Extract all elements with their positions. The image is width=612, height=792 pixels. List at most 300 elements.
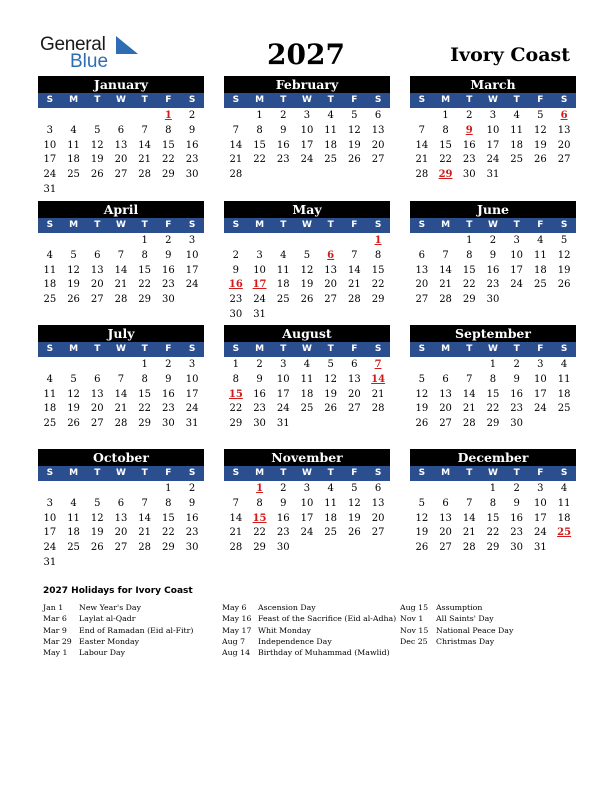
day-cell: 20: [557, 139, 571, 151]
weekday-label: M: [69, 468, 79, 478]
day-cell: 17: [185, 264, 199, 276]
day-cell: 29: [162, 542, 175, 554]
day-cell: 6: [117, 124, 125, 136]
holiday-date: May 1: [43, 648, 68, 658]
day-cell: 16: [276, 139, 290, 151]
empty-cell: [62, 482, 86, 497]
day-cell: 1: [232, 359, 240, 370]
day-cell: 20: [371, 139, 385, 151]
weekday-label: S: [188, 220, 196, 230]
holiday-name: All Saints' Day: [436, 614, 494, 624]
day-cell: 14: [229, 139, 243, 151]
holidays-title: 2027 Holidays for Ivory Coast: [43, 586, 193, 596]
day-cell: 28: [138, 542, 152, 554]
holiday-day-cell: 17: [252, 279, 267, 291]
day-cell: 11: [534, 249, 547, 261]
day-cell: 2: [165, 359, 172, 370]
month-title: September: [410, 325, 576, 342]
day-cell: 22: [253, 527, 266, 539]
holiday-day-cell: 25: [557, 527, 572, 539]
logo-general-text: General: [40, 34, 106, 55]
weekday-label: W: [115, 468, 126, 478]
empty-cell: [62, 109, 86, 124]
day-cell: 14: [439, 264, 452, 276]
day-cell: 17: [534, 512, 547, 524]
day-grid: [224, 357, 390, 432]
holiday-name: New Year's Day: [79, 603, 141, 612]
month-title: October: [38, 449, 204, 466]
day-cell: 15: [486, 388, 500, 400]
day-cell: 3: [303, 483, 311, 494]
weekday-label: F: [537, 468, 544, 478]
day-cell: 6: [442, 373, 449, 385]
weekday-label: M: [255, 468, 265, 478]
day-cell: 24: [300, 154, 314, 166]
day-cell: 15: [371, 264, 385, 276]
holiday-date: Nov 15: [400, 625, 429, 635]
weekday-label: T: [466, 344, 473, 354]
day-cell: 2: [232, 249, 240, 261]
day-cell: 27: [90, 418, 104, 430]
day-cell: 23: [462, 154, 476, 166]
day-cell: 15: [486, 512, 500, 524]
day-cell: 23: [185, 154, 199, 166]
day-cell: 9: [280, 497, 287, 509]
day-cell: 28: [439, 294, 452, 306]
day-cell: 22: [138, 403, 152, 415]
day-cell: 18: [43, 279, 57, 291]
empty-cell: [38, 234, 62, 249]
day-cell: 24: [300, 527, 314, 539]
day-cell: 4: [303, 359, 311, 370]
day-cell: 23: [276, 527, 290, 539]
day-cell: 23: [253, 403, 266, 415]
day-cell: 9: [165, 249, 172, 261]
month-november: [224, 449, 390, 556]
weekday-label: T: [327, 468, 334, 478]
day-cell: 18: [557, 512, 571, 524]
day-cell: 6: [94, 373, 101, 385]
holiday-item: [222, 625, 396, 636]
day-cell: 26: [557, 279, 571, 291]
day-cell: 23: [510, 527, 524, 539]
day-cell: 26: [300, 294, 314, 306]
weekday-label: T: [513, 468, 520, 478]
day-cell: 1: [141, 235, 148, 246]
holiday-item: [400, 636, 513, 647]
day-cell: 21: [462, 403, 476, 415]
month-may: [224, 201, 390, 323]
weekday-label: S: [232, 344, 240, 354]
day-cell: 25: [557, 403, 571, 415]
day-cell: 18: [67, 527, 80, 539]
day-cell: 27: [348, 403, 361, 415]
day-cell: 16: [185, 512, 199, 524]
holiday-column: [222, 602, 396, 658]
day-cell: 21: [114, 403, 128, 415]
holiday-day-cell: 1: [256, 483, 264, 494]
empty-cell: [224, 482, 248, 497]
day-cell: 3: [46, 497, 54, 509]
day-cell: 6: [418, 249, 426, 261]
weekday-label: F: [165, 95, 172, 105]
holiday-item: [222, 613, 396, 624]
day-cell: 4: [70, 124, 77, 136]
day-cell: 6: [117, 497, 125, 509]
day-cell: 25: [67, 169, 80, 181]
day-cell: 11: [67, 139, 80, 151]
weekday-label: F: [351, 344, 358, 354]
day-cell: 21: [114, 279, 128, 291]
day-cell: 16: [162, 388, 175, 400]
day-cell: 2: [256, 359, 263, 370]
empty-cell: [295, 234, 319, 249]
day-cell: 10: [300, 497, 314, 509]
empty-cell: [109, 358, 133, 373]
day-cell: 18: [534, 264, 547, 276]
day-cell: 18: [276, 279, 290, 291]
day-cell: 30: [162, 418, 175, 430]
weekday-label: F: [165, 468, 172, 478]
day-cell: 24: [276, 403, 290, 415]
day-cell: 11: [324, 124, 338, 136]
day-cell: 11: [300, 373, 314, 385]
day-cell: 6: [374, 110, 382, 121]
day-cell: 22: [253, 154, 266, 166]
empty-cell: [62, 358, 86, 373]
day-cell: 2: [165, 235, 172, 246]
holiday-item: [43, 647, 193, 658]
day-cell: 24: [510, 279, 524, 291]
month-title: April: [38, 201, 204, 218]
day-grid: [38, 357, 204, 432]
day-cell: 7: [232, 124, 240, 136]
day-cell: 13: [371, 497, 385, 509]
day-cell: 7: [141, 124, 148, 136]
empty-cell: [271, 234, 295, 249]
day-cell: 22: [162, 154, 175, 166]
day-cell: 19: [324, 388, 338, 400]
day-cell: 26: [415, 542, 429, 554]
day-grid: [410, 108, 576, 183]
day-cell: 5: [94, 497, 101, 509]
day-cell: 8: [442, 124, 449, 136]
day-cell: 24: [534, 527, 547, 539]
weekday-label: M: [69, 95, 79, 105]
weekday-label: W: [301, 220, 312, 230]
weekday-label: S: [46, 468, 54, 478]
empty-cell: [410, 358, 434, 373]
day-cell: 11: [557, 373, 571, 385]
holiday-name: Christmas Day: [436, 636, 495, 646]
day-cell: 31: [276, 418, 290, 430]
day-cell: 29: [462, 294, 476, 306]
holiday-item: [222, 602, 396, 613]
weekday-label: M: [69, 220, 79, 230]
day-cell: 25: [534, 279, 547, 291]
holiday-item: [400, 602, 513, 613]
day-cell: 21: [229, 154, 243, 166]
day-cell: 27: [114, 169, 128, 181]
day-cell: 17: [486, 139, 500, 151]
day-cell: 10: [43, 512, 57, 524]
day-cell: 16: [486, 264, 500, 276]
holiday-name: End of Ramadan (Eid al-Fitr): [79, 625, 194, 635]
day-cell: 23: [510, 403, 524, 415]
empty-cell: [109, 109, 133, 124]
weekday-label: S: [560, 95, 568, 105]
day-cell: 5: [351, 110, 358, 121]
empty-cell: [248, 234, 272, 249]
day-cell: 10: [276, 373, 290, 385]
holiday-day-cell: 29: [438, 169, 453, 181]
day-cell: 18: [43, 403, 57, 415]
holiday-date: Mar 9: [43, 625, 67, 635]
day-cell: 15: [162, 512, 175, 524]
day-cell: 10: [185, 249, 199, 261]
holiday-day-cell: 6: [560, 110, 568, 121]
day-cell: 13: [439, 512, 452, 524]
day-cell: 6: [94, 249, 101, 261]
day-cell: 16: [510, 512, 524, 524]
day-cell: 3: [46, 124, 54, 136]
day-cell: 5: [303, 249, 311, 261]
day-cell: 1: [489, 483, 497, 494]
weekday-header: [410, 93, 576, 108]
day-cell: 29: [229, 418, 243, 430]
day-cell: 9: [232, 264, 240, 276]
day-cell: 11: [67, 512, 80, 524]
month-title: November: [224, 449, 390, 466]
weekday-label: F: [537, 220, 544, 230]
holiday-column: [400, 602, 513, 647]
day-cell: 16: [162, 264, 175, 276]
holiday-name: National Peace Day: [436, 625, 514, 635]
day-cell: 18: [324, 512, 338, 524]
day-cell: 27: [439, 418, 452, 430]
day-cell: 13: [557, 124, 571, 136]
weekday-label: T: [141, 468, 148, 478]
weekday-label: S: [418, 468, 426, 478]
day-cell: 19: [557, 264, 571, 276]
weekday-label: S: [418, 95, 426, 105]
day-cell: 15: [138, 388, 152, 400]
day-cell: 20: [324, 279, 338, 291]
empty-cell: [62, 234, 86, 249]
weekday-label: M: [441, 220, 451, 230]
day-cell: 2: [513, 359, 520, 370]
weekday-label: M: [69, 344, 79, 354]
day-cell: 21: [348, 279, 361, 291]
empty-cell: [224, 234, 248, 249]
weekday-header: [38, 93, 204, 108]
day-cell: 21: [439, 279, 452, 291]
holiday-day-cell: 14: [371, 373, 386, 385]
holiday-day-cell: 1: [164, 110, 172, 121]
day-cell: 22: [229, 403, 243, 415]
day-grid: [410, 481, 576, 556]
weekday-label: F: [351, 95, 358, 105]
day-cell: 3: [489, 110, 497, 121]
day-cell: 18: [300, 388, 314, 400]
holiday-day-cell: 9: [465, 124, 473, 136]
empty-cell: [85, 482, 109, 497]
day-cell: 13: [371, 124, 385, 136]
holiday-date: Mar 29: [43, 636, 72, 646]
day-cell: 20: [348, 388, 361, 400]
day-cell: 5: [327, 359, 334, 370]
page-title-year: 2027: [267, 38, 345, 71]
day-cell: 24: [43, 542, 57, 554]
day-cell: 15: [138, 264, 152, 276]
month-march: [410, 76, 576, 183]
day-cell: 21: [371, 388, 385, 400]
weekday-label: T: [141, 220, 148, 230]
holiday-item: [222, 647, 396, 658]
weekday-label: F: [537, 344, 544, 354]
day-cell: 10: [43, 139, 57, 151]
day-cell: 2: [280, 483, 287, 494]
day-cell: 16: [185, 139, 199, 151]
day-cell: 17: [185, 388, 199, 400]
day-cell: 2: [188, 483, 196, 494]
day-cell: 9: [280, 124, 287, 136]
weekday-label: M: [441, 344, 451, 354]
day-cell: 30: [185, 169, 199, 181]
weekday-label: T: [141, 344, 148, 354]
day-cell: 28: [415, 169, 429, 181]
day-cell: 8: [256, 497, 263, 509]
day-cell: 28: [229, 169, 243, 181]
day-cell: 17: [534, 388, 547, 400]
holiday-item: [43, 625, 193, 636]
holiday-name: Laylat al-Qadr: [79, 614, 136, 624]
empty-cell: [38, 358, 62, 373]
day-cell: 16: [276, 512, 290, 524]
day-cell: 19: [415, 527, 429, 539]
day-cell: 12: [534, 124, 547, 136]
day-cell: 12: [90, 139, 104, 151]
weekday-label: T: [94, 220, 101, 230]
day-cell: 7: [232, 497, 240, 509]
weekday-label: M: [441, 468, 451, 478]
day-cell: 14: [462, 388, 476, 400]
weekday-label: T: [466, 468, 473, 478]
day-cell: 1: [165, 483, 172, 494]
month-title: May: [224, 201, 390, 218]
weekday-label: T: [280, 468, 287, 478]
day-cell: 19: [90, 154, 104, 166]
day-cell: 26: [348, 154, 361, 166]
holiday-item: [43, 602, 193, 613]
day-cell: 5: [560, 235, 568, 246]
weekday-label: F: [351, 468, 358, 478]
day-cell: 19: [415, 403, 429, 415]
holiday-name: Feast of the Sacrifice (Eid al-Adha): [258, 614, 397, 624]
holiday-date: Mar 6: [43, 614, 67, 624]
weekday-header: [224, 342, 390, 357]
weekday-label: W: [487, 220, 498, 230]
day-cell: 3: [537, 359, 544, 370]
month-february: [224, 76, 390, 183]
day-cell: 20: [90, 279, 104, 291]
weekday-header: [38, 218, 204, 233]
day-cell: 5: [418, 497, 426, 509]
day-cell: 14: [138, 512, 152, 524]
day-cell: 24: [253, 294, 266, 306]
day-cell: 13: [324, 264, 338, 276]
day-cell: 24: [486, 154, 500, 166]
day-cell: 26: [415, 418, 429, 430]
day-cell: 2: [513, 483, 520, 494]
day-cell: 19: [90, 527, 104, 539]
holiday-date: Aug 14: [222, 648, 251, 658]
day-cell: 9: [188, 124, 196, 136]
weekday-label: M: [255, 344, 265, 354]
day-cell: 4: [46, 373, 54, 385]
day-cell: 26: [90, 169, 104, 181]
day-cell: 28: [462, 542, 476, 554]
day-cell: 3: [513, 235, 520, 246]
weekday-label: S: [374, 220, 382, 230]
month-april: [38, 201, 204, 308]
month-september: [410, 325, 576, 432]
day-cell: 14: [138, 139, 152, 151]
month-october: [38, 449, 204, 571]
day-cell: 14: [229, 512, 243, 524]
holiday-item: [222, 636, 396, 647]
day-cell: 25: [67, 542, 80, 554]
weekday-label: W: [115, 220, 126, 230]
month-august: [224, 325, 390, 432]
weekday-header: [224, 93, 390, 108]
day-cell: 20: [114, 154, 128, 166]
day-cell: 20: [439, 527, 452, 539]
day-cell: 4: [513, 110, 520, 121]
empty-cell: [434, 358, 458, 373]
day-cell: 13: [348, 373, 361, 385]
weekday-label: S: [560, 468, 568, 478]
holiday-date: Aug 7: [222, 636, 246, 646]
holiday-date: May 16: [222, 614, 252, 624]
month-december: [410, 449, 576, 556]
weekday-label: S: [418, 344, 426, 354]
day-cell: 25: [43, 294, 57, 306]
weekday-label: W: [301, 344, 312, 354]
day-cell: 26: [67, 294, 80, 306]
weekday-label: T: [513, 220, 520, 230]
weekday-header: [410, 342, 576, 357]
day-cell: 21: [462, 527, 476, 539]
day-cell: 3: [303, 110, 311, 121]
day-cell: 4: [560, 359, 568, 370]
day-cell: 17: [43, 154, 57, 166]
day-cell: 8: [489, 497, 497, 509]
day-cell: 7: [466, 497, 473, 509]
holiday-name: Birthday of Muhammad (Mawlid): [258, 648, 390, 658]
day-cell: 1: [442, 110, 449, 121]
day-cell: 14: [415, 139, 429, 151]
month-july: [38, 325, 204, 432]
day-cell: 14: [462, 512, 476, 524]
day-cell: 8: [165, 124, 172, 136]
weekday-label: S: [374, 344, 382, 354]
day-cell: 19: [348, 139, 361, 151]
day-cell: 29: [486, 542, 500, 554]
weekday-label: T: [280, 95, 287, 105]
day-cell: 3: [188, 235, 196, 246]
day-cell: 19: [300, 279, 314, 291]
